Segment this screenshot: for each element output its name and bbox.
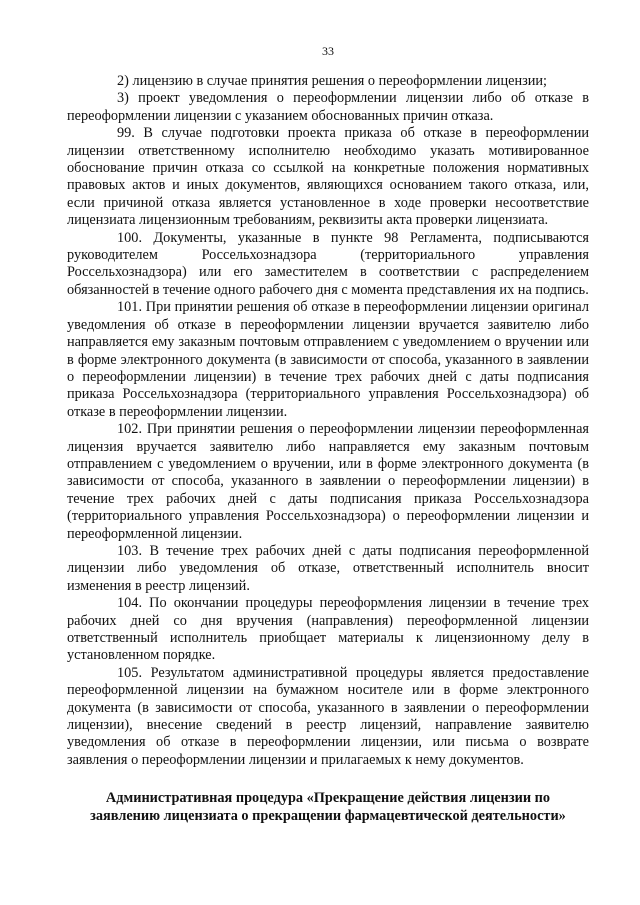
paragraph-101: 101. При принятии решения об отказе в переоформлении лицензии оригинал уведомления об отказе в переоформлении лицензии вручается заявителю либо направляется ему заказным почтовым отправлением с уведомлением о вручении или в форме электронного документа (в зависимости от способа, указанного в заявлении о переоформлении лицензии) в течение трех рабочих дней с даты подписания приказа Россельхознадзора (территориального управления Россельхознадзора) об отказе в переоформлении лицензии. bbox=[67, 299, 589, 420]
paragraph-item-2: 2) лицензию в случае принятия решения о переоформлении лицензии; bbox=[117, 73, 548, 89]
paragraph-item-3: 3) проект уведомления о переоформлении лицензии либо об отказе в переоформлении лицензии с указанием обоснованных причин отказа. bbox=[67, 90, 589, 124]
paragraph-104: 104. По окончании процедуры переоформления лицензии в течение трех рабочих дней со дня вручения (направления) переоформленной лицензии ответственный исполнитель приобщает материалы к лицензионному делу в установленном порядке. bbox=[67, 595, 589, 664]
paragraph-102: 102. При принятии решения о переоформлении лицензии переоформленная лицензия вручается заявителю либо направляется ему заказным почтовым отправлением с уведомлением о вручении, или в форме электронного документа (в зависимости от способа, указанного в заявлении о переоформлении лицензии) в течение трех рабочих дней с даты подписания приказа Россельхознадзора (территориального управления Россельхознадзора) о переоформлении лицензии и переоформленной лицензии. bbox=[67, 421, 589, 542]
page-number: 33 bbox=[322, 44, 334, 58]
paragraph-100: 100. Документы, указанные в пункте 98 Регламента, подписываются руководителем Россельхознадзора (территориального управления Россельхознадзора) или его заместителем в соответствии с распределением обязанностей в течение одного рабочего дня с момента представления их на подпись. bbox=[67, 229, 589, 298]
section-heading-line-1: Административная процедура «Прекращение действия лицензии по bbox=[105, 790, 551, 807]
document-body bbox=[67, 73, 589, 769]
paragraph-99: 99. В случае подготовки проекта приказа об отказе в переоформлении лицензии ответственному исполнителю необходимо указать мотивированное обоснование причин отказа со ссылкой на конкретные положения нормативных правовых актов и иных документов, являющихся основанием такого отказа, или, если причиной отказа является установленное в ходе проверки несоответствие лицензиата лицензионным требованиям, реквизиты акта проверки лицензиата. bbox=[67, 125, 589, 229]
paragraph-105: 105. Результатом административной процедуры является предоставление переоформленной лицензии на бумажном носителе или в форме электронного документа (в зависимости от способа, указанного в заявлении о переоформлении лицензии), внесение сведений в реестр лицензий, направление заявителю уведомления об отказе в переоформлении лицензии, или письма о возврате заявления о переоформлении лицензии и прилагаемых к нему документов. bbox=[67, 664, 589, 768]
paragraph-103: 103. В течение трех рабочих дней с даты подписания переоформленной лицензии либо уведомления об отказе, ответственный исполнитель вносит изменения в реестр лицензий. bbox=[67, 542, 589, 594]
section-heading-line-2: заявлению лицензиата о прекращении фармацевтической деятельности» bbox=[90, 808, 566, 825]
section-heading bbox=[67, 789, 589, 825]
